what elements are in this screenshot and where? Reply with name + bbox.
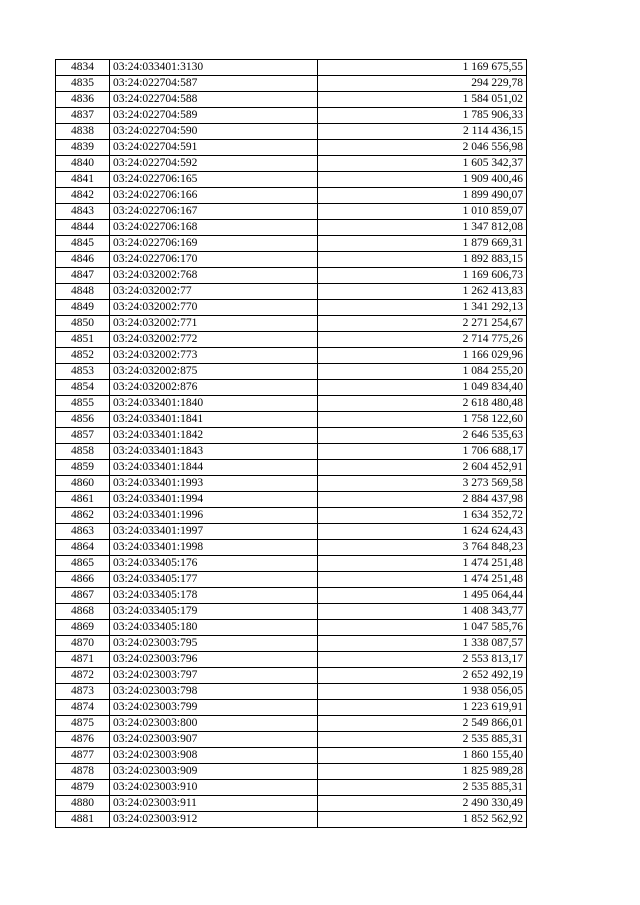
cadastral-number-cell: 03:24:033405:178 (110, 588, 318, 604)
row-number-cell: 4857 (56, 428, 110, 444)
cadastral-number-cell: 03:24:022706:165 (110, 172, 318, 188)
cadastral-number-cell: 03:24:023003:795 (110, 636, 318, 652)
cadastral-value-cell: 2 271 254,67 (318, 316, 527, 332)
cadastral-value-cell: 1 495 064,44 (318, 588, 527, 604)
cadastral-number-cell: 03:24:022704:592 (110, 156, 318, 172)
cadastral-value-cell: 2 604 452,91 (318, 460, 527, 476)
cadastral-number-cell: 03:24:022704:587 (110, 76, 318, 92)
cadastral-value-cell: 1 860 155,40 (318, 748, 527, 764)
row-number-cell: 4839 (56, 140, 110, 156)
table-row (56, 572, 527, 588)
row-number-cell: 4874 (56, 700, 110, 716)
table-row (56, 556, 527, 572)
table-row (56, 460, 527, 476)
table-row (56, 620, 527, 636)
cadastral-value-cell: 3 764 848,23 (318, 540, 527, 556)
cadastral-number-cell: 03:24:023003:907 (110, 732, 318, 748)
cadastral-number-cell: 03:24:023003:909 (110, 764, 318, 780)
cadastral-number-cell: 03:24:022706:167 (110, 204, 318, 220)
cadastral-value-cell: 2 884 437,98 (318, 492, 527, 508)
table-row (56, 172, 527, 188)
row-number-cell: 4842 (56, 188, 110, 204)
row-number-cell: 4852 (56, 348, 110, 364)
table-row (56, 364, 527, 380)
row-number-cell: 4850 (56, 316, 110, 332)
cadastral-number-cell: 03:24:033401:3130 (110, 60, 318, 76)
table-row (56, 92, 527, 108)
cadastral-value-cell: 1 262 413,83 (318, 284, 527, 300)
table-row (56, 332, 527, 348)
cadastral-value-cell: 1 909 400,46 (318, 172, 527, 188)
table-row (56, 604, 527, 620)
cadastral-value-cell: 1 049 834,40 (318, 380, 527, 396)
cadastral-value-cell: 2 114 436,15 (318, 124, 527, 140)
row-number-cell: 4834 (56, 60, 110, 76)
cadastral-number-cell: 03:24:033405:176 (110, 556, 318, 572)
cadastral-value-cell: 1 852 562,92 (318, 812, 527, 828)
cadastral-number-cell: 03:24:023003:910 (110, 780, 318, 796)
row-number-cell: 4869 (56, 620, 110, 636)
cadastral-number-cell: 03:24:032002:768 (110, 268, 318, 284)
cadastral-value-cell: 1 341 292,13 (318, 300, 527, 316)
cadastral-value-cell: 2 490 330,49 (318, 796, 527, 812)
cadastral-number-cell: 03:24:033401:1993 (110, 476, 318, 492)
cadastral-value-cell: 2 535 885,31 (318, 780, 527, 796)
cadastral-number-cell: 03:24:022706:168 (110, 220, 318, 236)
table-row (56, 268, 527, 284)
cadastral-value-cell: 1 624 624,43 (318, 524, 527, 540)
cadastral-number-cell: 03:24:023003:911 (110, 796, 318, 812)
cadastral-number-cell: 03:24:033405:177 (110, 572, 318, 588)
cadastral-number-cell: 03:24:023003:908 (110, 748, 318, 764)
cadastral-value-cell: 1 169 675,55 (318, 60, 527, 76)
table-row (56, 796, 527, 812)
row-number-cell: 4872 (56, 668, 110, 684)
cadastral-value-cell: 1 706 688,17 (318, 444, 527, 460)
table-row (56, 60, 527, 76)
row-number-cell: 4859 (56, 460, 110, 476)
table-row (56, 780, 527, 796)
table-row (56, 236, 527, 252)
cadastral-value-cell: 2 549 866,01 (318, 716, 527, 732)
cadastral-value-cell: 2 652 492,19 (318, 668, 527, 684)
row-number-cell: 4837 (56, 108, 110, 124)
cadastral-number-cell: 03:24:033401:1841 (110, 412, 318, 428)
row-number-cell: 4880 (56, 796, 110, 812)
cadastral-value-cell: 1 584 051,02 (318, 92, 527, 108)
table-row (56, 124, 527, 140)
row-number-cell: 4847 (56, 268, 110, 284)
row-number-cell: 4863 (56, 524, 110, 540)
cadastral-value-cell: 1 338 087,57 (318, 636, 527, 652)
cadastral-value-cell: 294 229,78 (318, 76, 527, 92)
table-row (56, 284, 527, 300)
cadastral-value-cell: 1 938 056,05 (318, 684, 527, 700)
cadastral-value-cell: 1 474 251,48 (318, 556, 527, 572)
cadastral-value-cell: 2 535 885,31 (318, 732, 527, 748)
row-number-cell: 4836 (56, 92, 110, 108)
cadastral-value-cell: 1 166 029,96 (318, 348, 527, 364)
cadastral-value-cell: 3 273 569,58 (318, 476, 527, 492)
table-row (56, 812, 527, 828)
cadastral-number-cell: 03:24:022704:588 (110, 92, 318, 108)
table-row (56, 188, 527, 204)
cadastral-value-cell: 1 899 490,07 (318, 188, 527, 204)
row-number-cell: 4875 (56, 716, 110, 732)
row-number-cell: 4846 (56, 252, 110, 268)
cadastral-value-cell: 1 408 343,77 (318, 604, 527, 620)
table-body (56, 60, 527, 828)
cadastral-number-cell: 03:24:023003:796 (110, 652, 318, 668)
cadastral-value-cell: 1 758 122,60 (318, 412, 527, 428)
table-row (56, 140, 527, 156)
row-number-cell: 4840 (56, 156, 110, 172)
table-row (56, 508, 527, 524)
table-row (56, 76, 527, 92)
row-number-cell: 4835 (56, 76, 110, 92)
table-row (56, 732, 527, 748)
cadastral-number-cell: 03:24:023003:800 (110, 716, 318, 732)
table-row (56, 444, 527, 460)
row-number-cell: 4881 (56, 812, 110, 828)
cadastral-value-cell: 1 879 669,31 (318, 236, 527, 252)
table-row (56, 412, 527, 428)
table-row (56, 524, 527, 540)
cadastral-number-cell: 03:24:022704:590 (110, 124, 318, 140)
cadastral-number-cell: 03:24:023003:912 (110, 812, 318, 828)
cadastral-number-cell: 03:24:022704:589 (110, 108, 318, 124)
cadastral-value-table (55, 59, 527, 828)
cadastral-number-cell: 03:24:033401:1994 (110, 492, 318, 508)
table-row (56, 220, 527, 236)
cadastral-value-cell: 1 169 606,73 (318, 268, 527, 284)
row-number-cell: 4858 (56, 444, 110, 460)
table-row (56, 540, 527, 556)
cadastral-number-cell: 03:24:032002:77 (110, 284, 318, 300)
row-number-cell: 4838 (56, 124, 110, 140)
cadastral-number-cell: 03:24:033405:180 (110, 620, 318, 636)
cadastral-number-cell: 03:24:022704:591 (110, 140, 318, 156)
row-number-cell: 4844 (56, 220, 110, 236)
row-number-cell: 4879 (56, 780, 110, 796)
row-number-cell: 4861 (56, 492, 110, 508)
table-row (56, 748, 527, 764)
cadastral-number-cell: 03:24:023003:798 (110, 684, 318, 700)
table-row (56, 316, 527, 332)
table-row (56, 428, 527, 444)
cadastral-number-cell: 03:24:033401:1997 (110, 524, 318, 540)
row-number-cell: 4870 (56, 636, 110, 652)
cadastral-number-cell: 03:24:023003:799 (110, 700, 318, 716)
row-number-cell: 4860 (56, 476, 110, 492)
row-number-cell: 4871 (56, 652, 110, 668)
cadastral-number-cell: 03:24:033405:179 (110, 604, 318, 620)
row-number-cell: 4856 (56, 412, 110, 428)
table-row (56, 684, 527, 700)
cadastral-number-cell: 03:24:032002:771 (110, 316, 318, 332)
cadastral-number-cell: 03:24:032002:772 (110, 332, 318, 348)
cadastral-number-cell: 03:24:022706:170 (110, 252, 318, 268)
cadastral-number-cell: 03:24:032002:773 (110, 348, 318, 364)
row-number-cell: 4868 (56, 604, 110, 620)
row-number-cell: 4855 (56, 396, 110, 412)
row-number-cell: 4849 (56, 300, 110, 316)
cadastral-number-cell: 03:24:033401:1843 (110, 444, 318, 460)
cadastral-value-cell: 1 634 352,72 (318, 508, 527, 524)
cadastral-number-cell: 03:24:022706:169 (110, 236, 318, 252)
table-row (56, 348, 527, 364)
row-number-cell: 4864 (56, 540, 110, 556)
table-row (56, 588, 527, 604)
cadastral-number-cell: 03:24:033401:1842 (110, 428, 318, 444)
table-row (56, 156, 527, 172)
cadastral-value-cell: 2 046 556,98 (318, 140, 527, 156)
row-number-cell: 4853 (56, 364, 110, 380)
row-number-cell: 4873 (56, 684, 110, 700)
cadastral-value-cell: 1 084 255,20 (318, 364, 527, 380)
cadastral-value-cell: 2 714 775,26 (318, 332, 527, 348)
cadastral-number-cell: 03:24:033401:1844 (110, 460, 318, 476)
table-row (56, 700, 527, 716)
table-row (56, 300, 527, 316)
cadastral-number-cell: 03:24:033401:1840 (110, 396, 318, 412)
table-row (56, 476, 527, 492)
row-number-cell: 4867 (56, 588, 110, 604)
cadastral-value-cell: 1 825 989,28 (318, 764, 527, 780)
row-number-cell: 4843 (56, 204, 110, 220)
cadastral-value-cell: 1 223 619,91 (318, 700, 527, 716)
row-number-cell: 4851 (56, 332, 110, 348)
cadastral-number-cell: 03:24:023003:797 (110, 668, 318, 684)
row-number-cell: 4877 (56, 748, 110, 764)
cadastral-number-cell: 03:24:022706:166 (110, 188, 318, 204)
table-row (56, 108, 527, 124)
row-number-cell: 4862 (56, 508, 110, 524)
row-number-cell: 4878 (56, 764, 110, 780)
table-row (56, 380, 527, 396)
table-row (56, 636, 527, 652)
cadastral-number-cell: 03:24:032002:876 (110, 380, 318, 396)
table-row (56, 764, 527, 780)
cadastral-value-cell: 1 474 251,48 (318, 572, 527, 588)
table-row (56, 716, 527, 732)
cadastral-value-cell: 2 646 535,63 (318, 428, 527, 444)
cadastral-value-cell: 2 553 813,17 (318, 652, 527, 668)
table-row (56, 668, 527, 684)
cadastral-number-cell: 03:24:032002:770 (110, 300, 318, 316)
cadastral-number-cell: 03:24:032002:875 (110, 364, 318, 380)
row-number-cell: 4848 (56, 284, 110, 300)
cadastral-value-cell: 1 347 812,08 (318, 220, 527, 236)
table-row (56, 252, 527, 268)
cadastral-number-cell: 03:24:033401:1998 (110, 540, 318, 556)
table-row (56, 652, 527, 668)
row-number-cell: 4865 (56, 556, 110, 572)
table-row (56, 396, 527, 412)
row-number-cell: 4866 (56, 572, 110, 588)
cadastral-number-cell: 03:24:033401:1996 (110, 508, 318, 524)
cadastral-value-cell: 2 618 480,48 (318, 396, 527, 412)
table-row (56, 492, 527, 508)
cadastral-value-cell: 1 605 342,37 (318, 156, 527, 172)
cadastral-value-cell: 1 892 883,15 (318, 252, 527, 268)
row-number-cell: 4876 (56, 732, 110, 748)
row-number-cell: 4841 (56, 172, 110, 188)
cadastral-value-cell: 1 010 859,07 (318, 204, 527, 220)
table-row (56, 204, 527, 220)
row-number-cell: 4845 (56, 236, 110, 252)
cadastral-value-cell: 1 785 906,33 (318, 108, 527, 124)
row-number-cell: 4854 (56, 380, 110, 396)
cadastral-value-cell: 1 047 585,76 (318, 620, 527, 636)
